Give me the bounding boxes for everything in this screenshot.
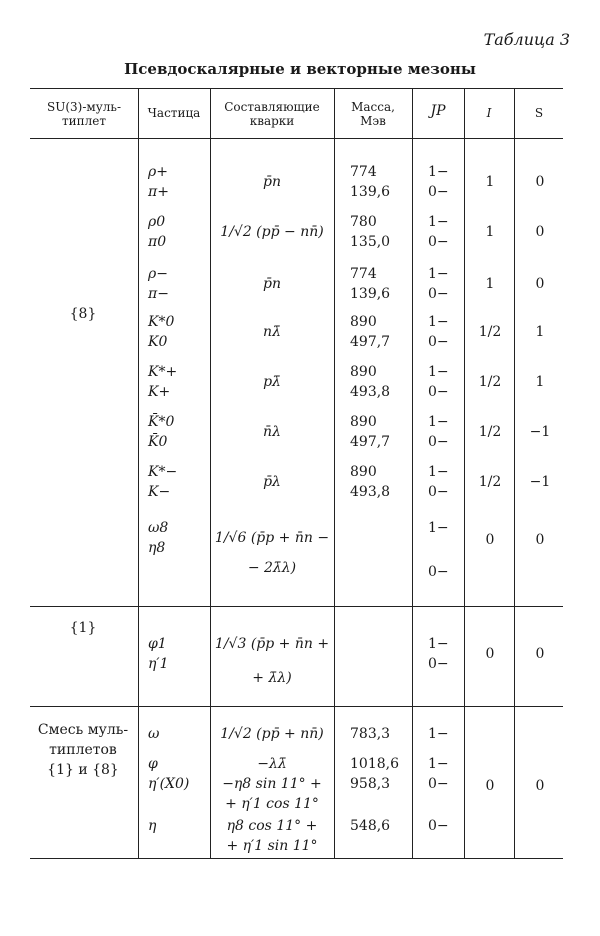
- jp-vector: 1−: [428, 414, 449, 430]
- particle-vector: ρ0: [148, 214, 166, 230]
- isospin: 0: [485, 646, 495, 662]
- jp-vector: 1−: [428, 164, 449, 180]
- rule-bottom: [30, 858, 563, 859]
- strangeness: 1: [535, 324, 545, 340]
- header-jp: JP: [430, 103, 446, 119]
- jp-pseudoscalar: 0−: [428, 656, 449, 672]
- rule-header: [30, 138, 563, 139]
- header-mass: Масса, Мэв: [351, 100, 395, 128]
- jp-vector: 1−: [428, 520, 449, 536]
- col-divider: [138, 88, 139, 858]
- quark-content: p̄n: [263, 276, 281, 292]
- particle-pseudoscalar: K0: [148, 334, 168, 350]
- mass: 1018,6: [350, 756, 399, 772]
- quark-content: nλ̄: [263, 324, 281, 340]
- quark-content: p̄λ: [263, 474, 281, 490]
- mass-pseudoscalar: 493,8: [350, 484, 391, 500]
- mass: 958,3: [350, 776, 391, 792]
- particle-vector: K*+: [148, 364, 178, 380]
- particle-pseudoscalar: K̄0: [148, 434, 168, 450]
- mass-vector: 780: [350, 214, 377, 230]
- particle-vector: φ1: [148, 636, 167, 652]
- quark-content: p̄n: [263, 174, 281, 190]
- quark-content: 1/√2 (pp̄ − nn̄): [220, 224, 324, 240]
- particle-pseudoscalar: K−: [148, 484, 171, 500]
- rule-top: [30, 88, 563, 89]
- jp-vector: 1−: [428, 636, 449, 652]
- particle-vector: ρ−: [148, 266, 168, 282]
- mass-pseudoscalar: 139,6: [350, 184, 391, 200]
- mass-pseudoscalar: 493,8: [350, 384, 391, 400]
- mass-pseudoscalar: 135,0: [350, 234, 391, 250]
- strangeness: −1: [529, 424, 551, 440]
- particle-vector: ω8: [148, 520, 169, 536]
- quark-content: + η′1 cos 11°: [225, 796, 319, 812]
- jp-vector: 1−: [428, 464, 449, 480]
- particle-pseudoscalar: η′1: [148, 656, 169, 672]
- header-multiplet: SU(3)-муль- типлет: [47, 100, 121, 128]
- rule-group-1: [30, 606, 563, 607]
- isospin: 1: [485, 174, 495, 190]
- mass-vector: 774: [350, 266, 377, 282]
- col-divider: [334, 88, 335, 858]
- jp: 0−: [428, 818, 449, 834]
- jp-vector: 1−: [428, 314, 449, 330]
- isospin: 0: [485, 778, 495, 794]
- quark-content: 1/√6 (p̄p + n̄n −: [214, 530, 330, 546]
- header-i: I: [486, 106, 492, 120]
- particle-vector: K̄*0: [148, 414, 175, 430]
- particle-vector: K*0: [148, 314, 175, 330]
- particle-vector: ρ+: [148, 164, 168, 180]
- jp-pseudoscalar: 0−: [428, 334, 449, 350]
- isospin: 1/2: [478, 424, 502, 440]
- col-divider: [464, 88, 465, 858]
- multiplet-label: {1}: [69, 620, 97, 636]
- isospin: 1: [485, 276, 495, 292]
- particle: ω: [148, 726, 160, 742]
- jp: 1−: [428, 756, 449, 772]
- jp-pseudoscalar: 0−: [428, 184, 449, 200]
- quark-content-cont: + λ̄λ): [252, 670, 292, 686]
- mass: 783,3: [350, 726, 391, 742]
- strangeness: 1: [535, 374, 545, 390]
- multiplet-label: {8}: [69, 306, 97, 322]
- quark-content: 1/√3 (p̄p + n̄n +: [214, 636, 330, 652]
- quark-content: −η8 sin 11° +: [222, 776, 322, 792]
- mass-pseudoscalar: 497,7: [350, 334, 391, 350]
- particle: η′(X0): [148, 776, 190, 792]
- strangeness: 0: [535, 646, 545, 662]
- col-divider: [514, 88, 515, 858]
- mass-vector: 890: [350, 414, 377, 430]
- jp-vector: 1−: [428, 364, 449, 380]
- strangeness: 0: [535, 532, 545, 548]
- mass-pseudoscalar: 497,7: [350, 434, 391, 450]
- quark-content: −λλ̄: [257, 756, 287, 772]
- jp-vector: 1−: [428, 214, 449, 230]
- rule-group-2: [30, 706, 563, 707]
- particle-pseudoscalar: K+: [148, 384, 171, 400]
- col-divider: [210, 88, 211, 858]
- table-title: Псевдоскалярные и векторные мезоны: [124, 60, 476, 78]
- quark-content: 1/√2 (pp̄ + nn̄): [220, 726, 324, 742]
- mass-pseudoscalar: 139,6: [350, 286, 391, 302]
- particle-pseudoscalar: π0: [148, 234, 167, 250]
- particle-vector: K*−: [148, 464, 178, 480]
- mass-vector: 890: [350, 464, 377, 480]
- jp-vector: 1−: [428, 266, 449, 282]
- mass: 548,6: [350, 818, 391, 834]
- quark-content: + η′1 sin 11°: [226, 838, 318, 854]
- jp-pseudoscalar: 0−: [428, 484, 449, 500]
- header-particle: Частица: [147, 106, 201, 120]
- particle-pseudoscalar: π−: [148, 286, 169, 302]
- strangeness: 0: [535, 778, 545, 794]
- table-caption: Таблица 3: [483, 30, 570, 49]
- particle-pseudoscalar: η8: [148, 540, 166, 556]
- jp-pseudoscalar: 0−: [428, 234, 449, 250]
- isospin: 1/2: [478, 374, 502, 390]
- header-quarks: Составляющие кварки: [224, 100, 320, 128]
- jp-pseudoscalar: 0−: [428, 434, 449, 450]
- isospin: 1: [485, 224, 495, 240]
- particle: η: [148, 818, 157, 834]
- strangeness: 0: [535, 276, 545, 292]
- strangeness: 0: [535, 224, 545, 240]
- jp-pseudoscalar: 0−: [428, 286, 449, 302]
- mass-vector: 890: [350, 364, 377, 380]
- particle: φ: [148, 756, 158, 772]
- quark-content: η8 cos 11° +: [226, 818, 318, 834]
- particle-pseudoscalar: π+: [148, 184, 169, 200]
- jp: 0−: [428, 776, 449, 792]
- multiplet-label: Смесь муль- типлетов {1} и {8}: [37, 722, 129, 778]
- quark-content: pλ̄: [263, 374, 281, 390]
- isospin: 1/2: [478, 324, 502, 340]
- header-s: S: [534, 106, 544, 120]
- jp-pseudoscalar: 0−: [428, 564, 449, 580]
- jp-pseudoscalar: 0−: [428, 384, 449, 400]
- isospin: 0: [485, 532, 495, 548]
- mass-vector: 774: [350, 164, 377, 180]
- strangeness: −1: [529, 474, 551, 490]
- quark-content: n̄λ: [263, 424, 281, 440]
- col-divider: [412, 88, 413, 858]
- mass-vector: 890: [350, 314, 377, 330]
- isospin: 1/2: [478, 474, 502, 490]
- quark-content-cont: − 2λ̄λ): [247, 560, 297, 576]
- strangeness: 0: [535, 174, 545, 190]
- jp: 1−: [428, 726, 449, 742]
